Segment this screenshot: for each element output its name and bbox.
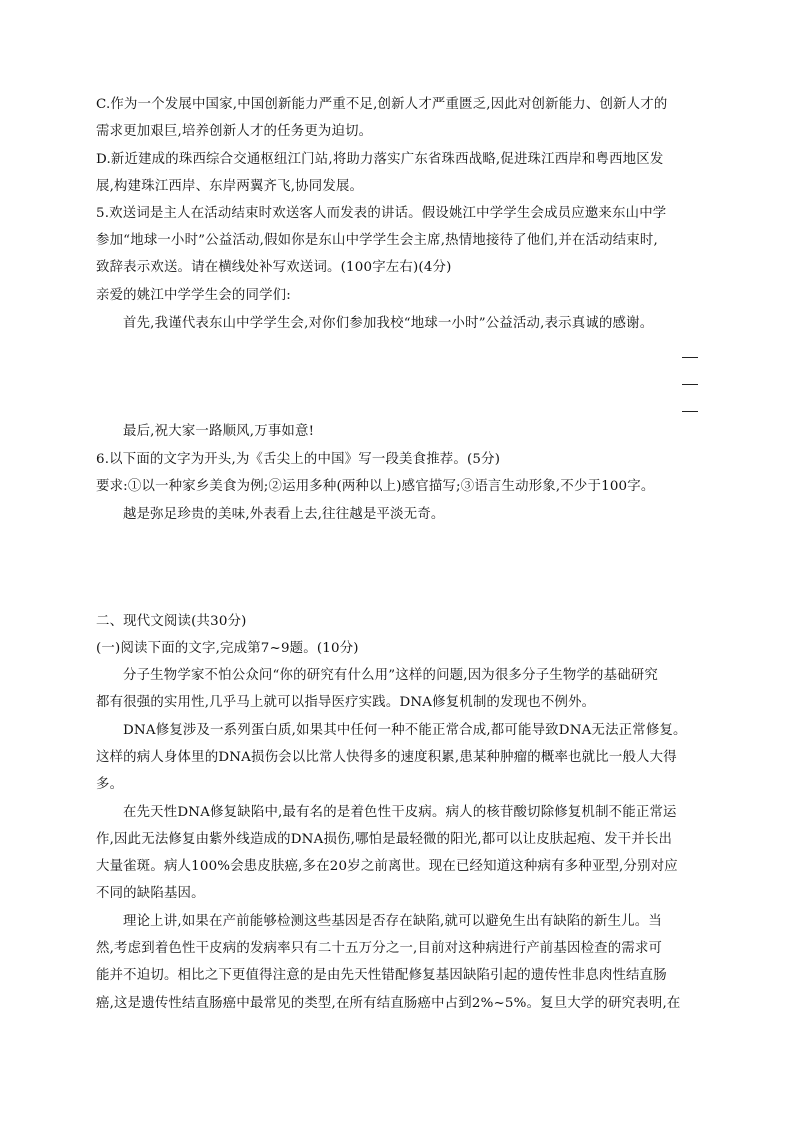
paragraph-4-line-1: 理论上讲,如果在产前能够检测这些基因是否存在缺陷,就可以避免生出有缺陷的新生儿。当 — [123, 914, 662, 929]
question-5-line-2: 参加“地球一小时”公益活动,假如你是东山中学学生会主席,热情地接待了他们,并在活动结束时, — [96, 233, 658, 248]
paragraph-4-line-3: 能并不迫切。相比之下更值得注意的是由先天性错配修复基因缺陷引起的遗传性非息肉性结直肠 — [96, 968, 667, 983]
option-d-line-1: D.新近建成的珠西综合交通枢纽江门站,将助力落实广东省珠西战略,促进珠江西岸和粤西地区发 — [96, 152, 664, 167]
question-6-requirements: 要求:①以一种家乡美食为例;②运用多种(两种以上)感官描写;③语言生动形象,不少于100字。 — [96, 479, 655, 494]
paragraph-3-line-3: 大量雀斑。病人100%会患皮肤癌,多在20岁之前离世。现在已经知道这种病有多种亚型,分别对应 — [96, 859, 678, 874]
question-5-line-1: 5.欢送词是主人在活动结束时欢送客人而发表的讲话。假设姚江中学学生会成员应邀来东山中学 — [96, 206, 667, 221]
question-6-opening: 越是弥足珍贵的美味,外表看上去,往往越是平淡无奇。 — [123, 507, 445, 522]
option-c-line-2: 需求更加艰巨,培养创新人才的任务更为迫切。 — [96, 124, 373, 139]
speech-opening: 首先,我谨代表东山中学学生会,对你们参加我校“地球一小时”公益活动,表示真诚的感谢。 — [123, 316, 654, 331]
paragraph-2-line-2: 这样的病人身体里的DNA损伤会以比常人快得多的速度积累,患某种肿瘤的概率也就比一般人大得 — [96, 750, 677, 765]
paragraph-2-line-3: 多。 — [96, 777, 124, 792]
paragraph-3-line-2: 作,因此无法修复由紫外线造成的DNA损伤,哪怕是最轻微的阳光,都可以让皮肤起疱、发干并长出 — [96, 832, 673, 847]
paragraph-3-line-1: 在先天性DNA修复缺陷中,最有名的是着色性干皮病。病人的核苷酸切除修复机制不能正常运 — [123, 805, 677, 820]
paragraph-4-line-2: 然,考虑到着色性干皮病的发病率只有二十五万分之一,目前对这种病进行产前基因检查的需求可 — [96, 941, 663, 956]
paragraph-1-line-2: 都有很强的实用性,几乎马上就可以指导医疗实践。DNA修复机制的发现也不例外。 — [96, 695, 596, 710]
paragraph-3-line-4: 不同的缺陷基因。 — [96, 886, 205, 901]
paragraph-1-line-1: 分子生物学家不怕公众问“你的研究有什么用”这样的问题,因为很多分子生物学的基础研究 — [123, 668, 658, 683]
option-c-line-1: C.作为一个发展中国家,中国创新能力严重不足,创新人才严重匮乏,因此对创新能力、创新人才的 — [96, 97, 668, 112]
salutation: 亲爱的姚江中学学生会的同学们: — [96, 288, 291, 303]
reading-instruction: (一)阅读下面的文字,完成第7~9题。(10分) — [96, 641, 359, 656]
paragraph-4-line-4: 癌,这是遗传性结直肠癌中最常见的类型,在所有结直肠癌中占到2%~5%。复旦大学的研究表明,在 — [96, 996, 681, 1011]
section-heading: 二、现代文阅读(共30分) — [96, 614, 247, 629]
question-6: 6.以下面的文字为开头,为《舌尖上的中国》写一段美食推荐。(5分) — [96, 452, 501, 467]
answer-blank-line — [682, 357, 698, 358]
option-d-line-2: 展,构建珠江西岸、东岸两翼齐飞,协同发展。 — [96, 179, 364, 194]
paragraph-2-line-1: DNA修复涉及一系列蛋白质,如果其中任何一种不能正常合成,都可能导致DNA无法正常修复。 — [123, 723, 687, 738]
speech-closing: 最后,祝大家一路顺风,万事如意! — [123, 424, 315, 439]
answer-blank-line — [682, 411, 698, 412]
question-5-line-3: 致辞表示欢送。请在横线处补写欢送词。(100字左右)(4分) — [96, 260, 452, 275]
answer-blank-line — [682, 384, 698, 385]
